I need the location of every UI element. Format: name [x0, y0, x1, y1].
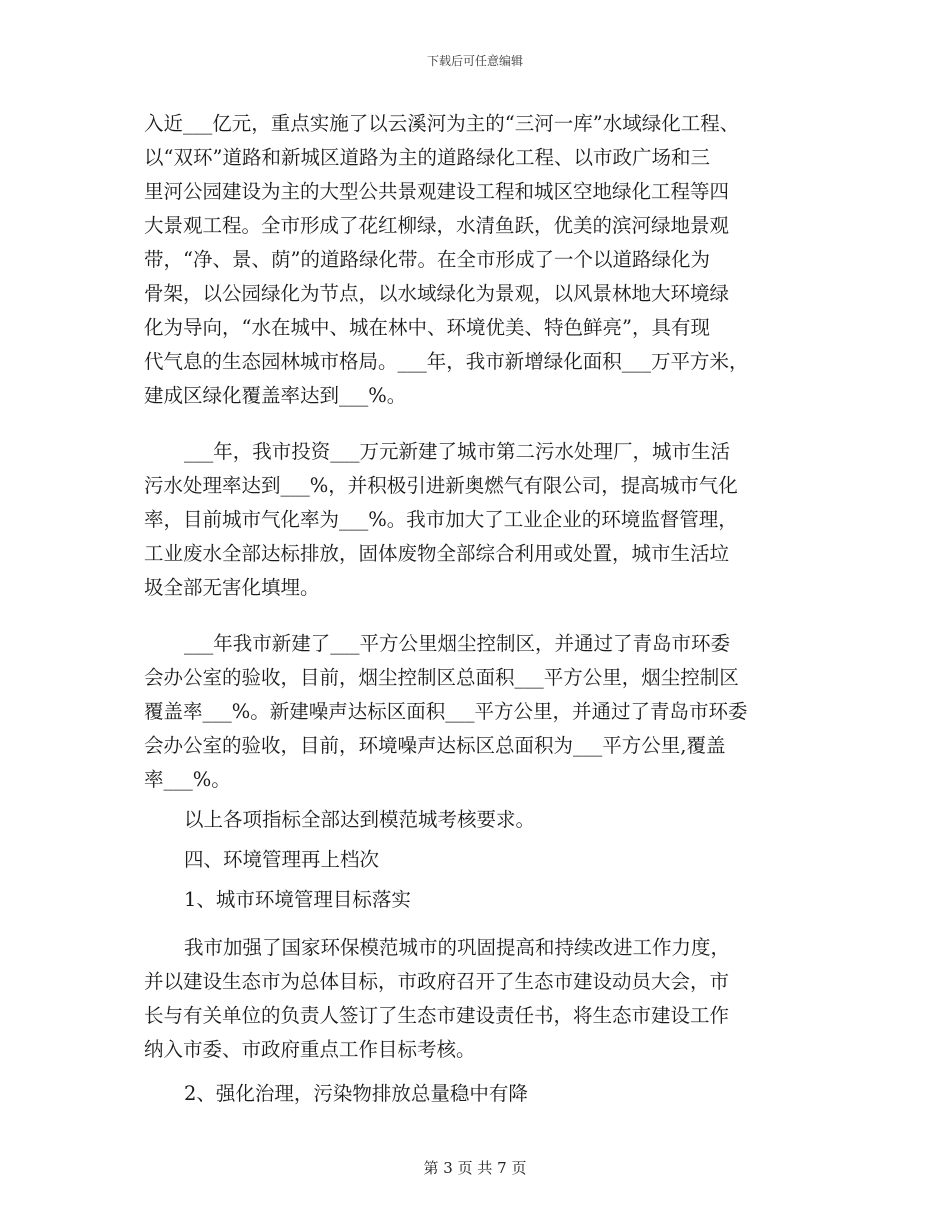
paragraph-first-line: 我市加强了国家环保模范城市的巩固提高和持续改进工作力度， — [184, 936, 731, 959]
page-number: 第 3 页 共 7 页 — [423, 1159, 527, 1177]
text-line: 长与有关单位的负责人签订了生态市建设责任书，将生态市建设工作 — [144, 1004, 730, 1027]
text-line: 骨架，以公园绿化为节点，以水域绿化为景观，以风景林地大环境绿 — [144, 282, 730, 305]
text-line: 入近___亿元，重点实施了以云溪河为主的“三河一库”水域绿化工程、 — [144, 112, 740, 135]
subsection-heading: 2、强化治理，污染物排放总量稳中有降 — [184, 1082, 528, 1105]
text-line: 代气息的生态园林城市格局。___年，我市新增绿化面积___万平方米， — [144, 350, 749, 373]
text-line: 大景观工程。全市形成了花红柳绿，水清鱼跃，优美的滨河绿地景观 — [144, 214, 730, 237]
paragraph-first-line: ___年，我市投资___万元新建了城市第二污水处理厂，城市生活 — [184, 440, 731, 463]
text-line: 污水处理率达到___%，并积极引进新奥燃气有限公司，提高城市气化 — [144, 474, 738, 497]
text-line: 率___%。 — [144, 768, 231, 791]
text-line: 化为导向，“水在城中、城在林中、环境优美、特色鲜亮”，具有现 — [144, 316, 710, 339]
paragraph-first-line: 以上各项指标全部达到模范城考核要求。 — [184, 808, 536, 831]
paragraph-first-line: ___年我市新建了___平方公里烟尘控制区，并通过了青岛市环委 — [184, 632, 731, 655]
section-heading: 四、环境管理再上档次 — [184, 848, 380, 871]
subsection-heading: 1、城市环境管理目标落实 — [184, 888, 411, 911]
text-line: 以“双环”道路和新城区道路为主的道路绿化工程、以市政广场和三 — [144, 146, 710, 169]
text-line: 覆盖率___%。新建噪声达标区面积___平方公里，并通过了青岛市环委 — [144, 700, 748, 723]
text-line: 并以建设生态市为总体目标，市政府召开了生态市建设动员大会，市 — [144, 970, 730, 993]
page-header-note: 下载后可任意编辑 — [426, 54, 523, 68]
text-line: 会办公室的验收，目前，环境噪声达标区总面积为___平方公里,覆盖 — [144, 734, 726, 757]
text-line: 里河公园建设为主的大型公共景观建设工程和城区空地绿化工程等四 — [144, 180, 730, 203]
text-line: 圾全部无害化填埋。 — [144, 576, 320, 599]
text-line: 纳入市委、市政府重点工作目标考核。 — [144, 1038, 476, 1061]
text-line: 工业废水全部达标排放，固体废物全部综合利用或处置，城市生活垃 — [144, 542, 730, 565]
text-line: 率，目前城市气化率为___%。我市加大了工业企业的环境监督管理， — [144, 508, 738, 531]
text-line: 建成区绿化覆盖率达到___%。 — [144, 384, 407, 407]
text-line: 带，“净、景、荫”的道路绿化带。在全市形成了一个以道路绿化为 — [144, 248, 710, 271]
text-line: 会办公室的验收，目前，烟尘控制区总面积___平方公里，烟尘控制区 — [144, 666, 739, 689]
